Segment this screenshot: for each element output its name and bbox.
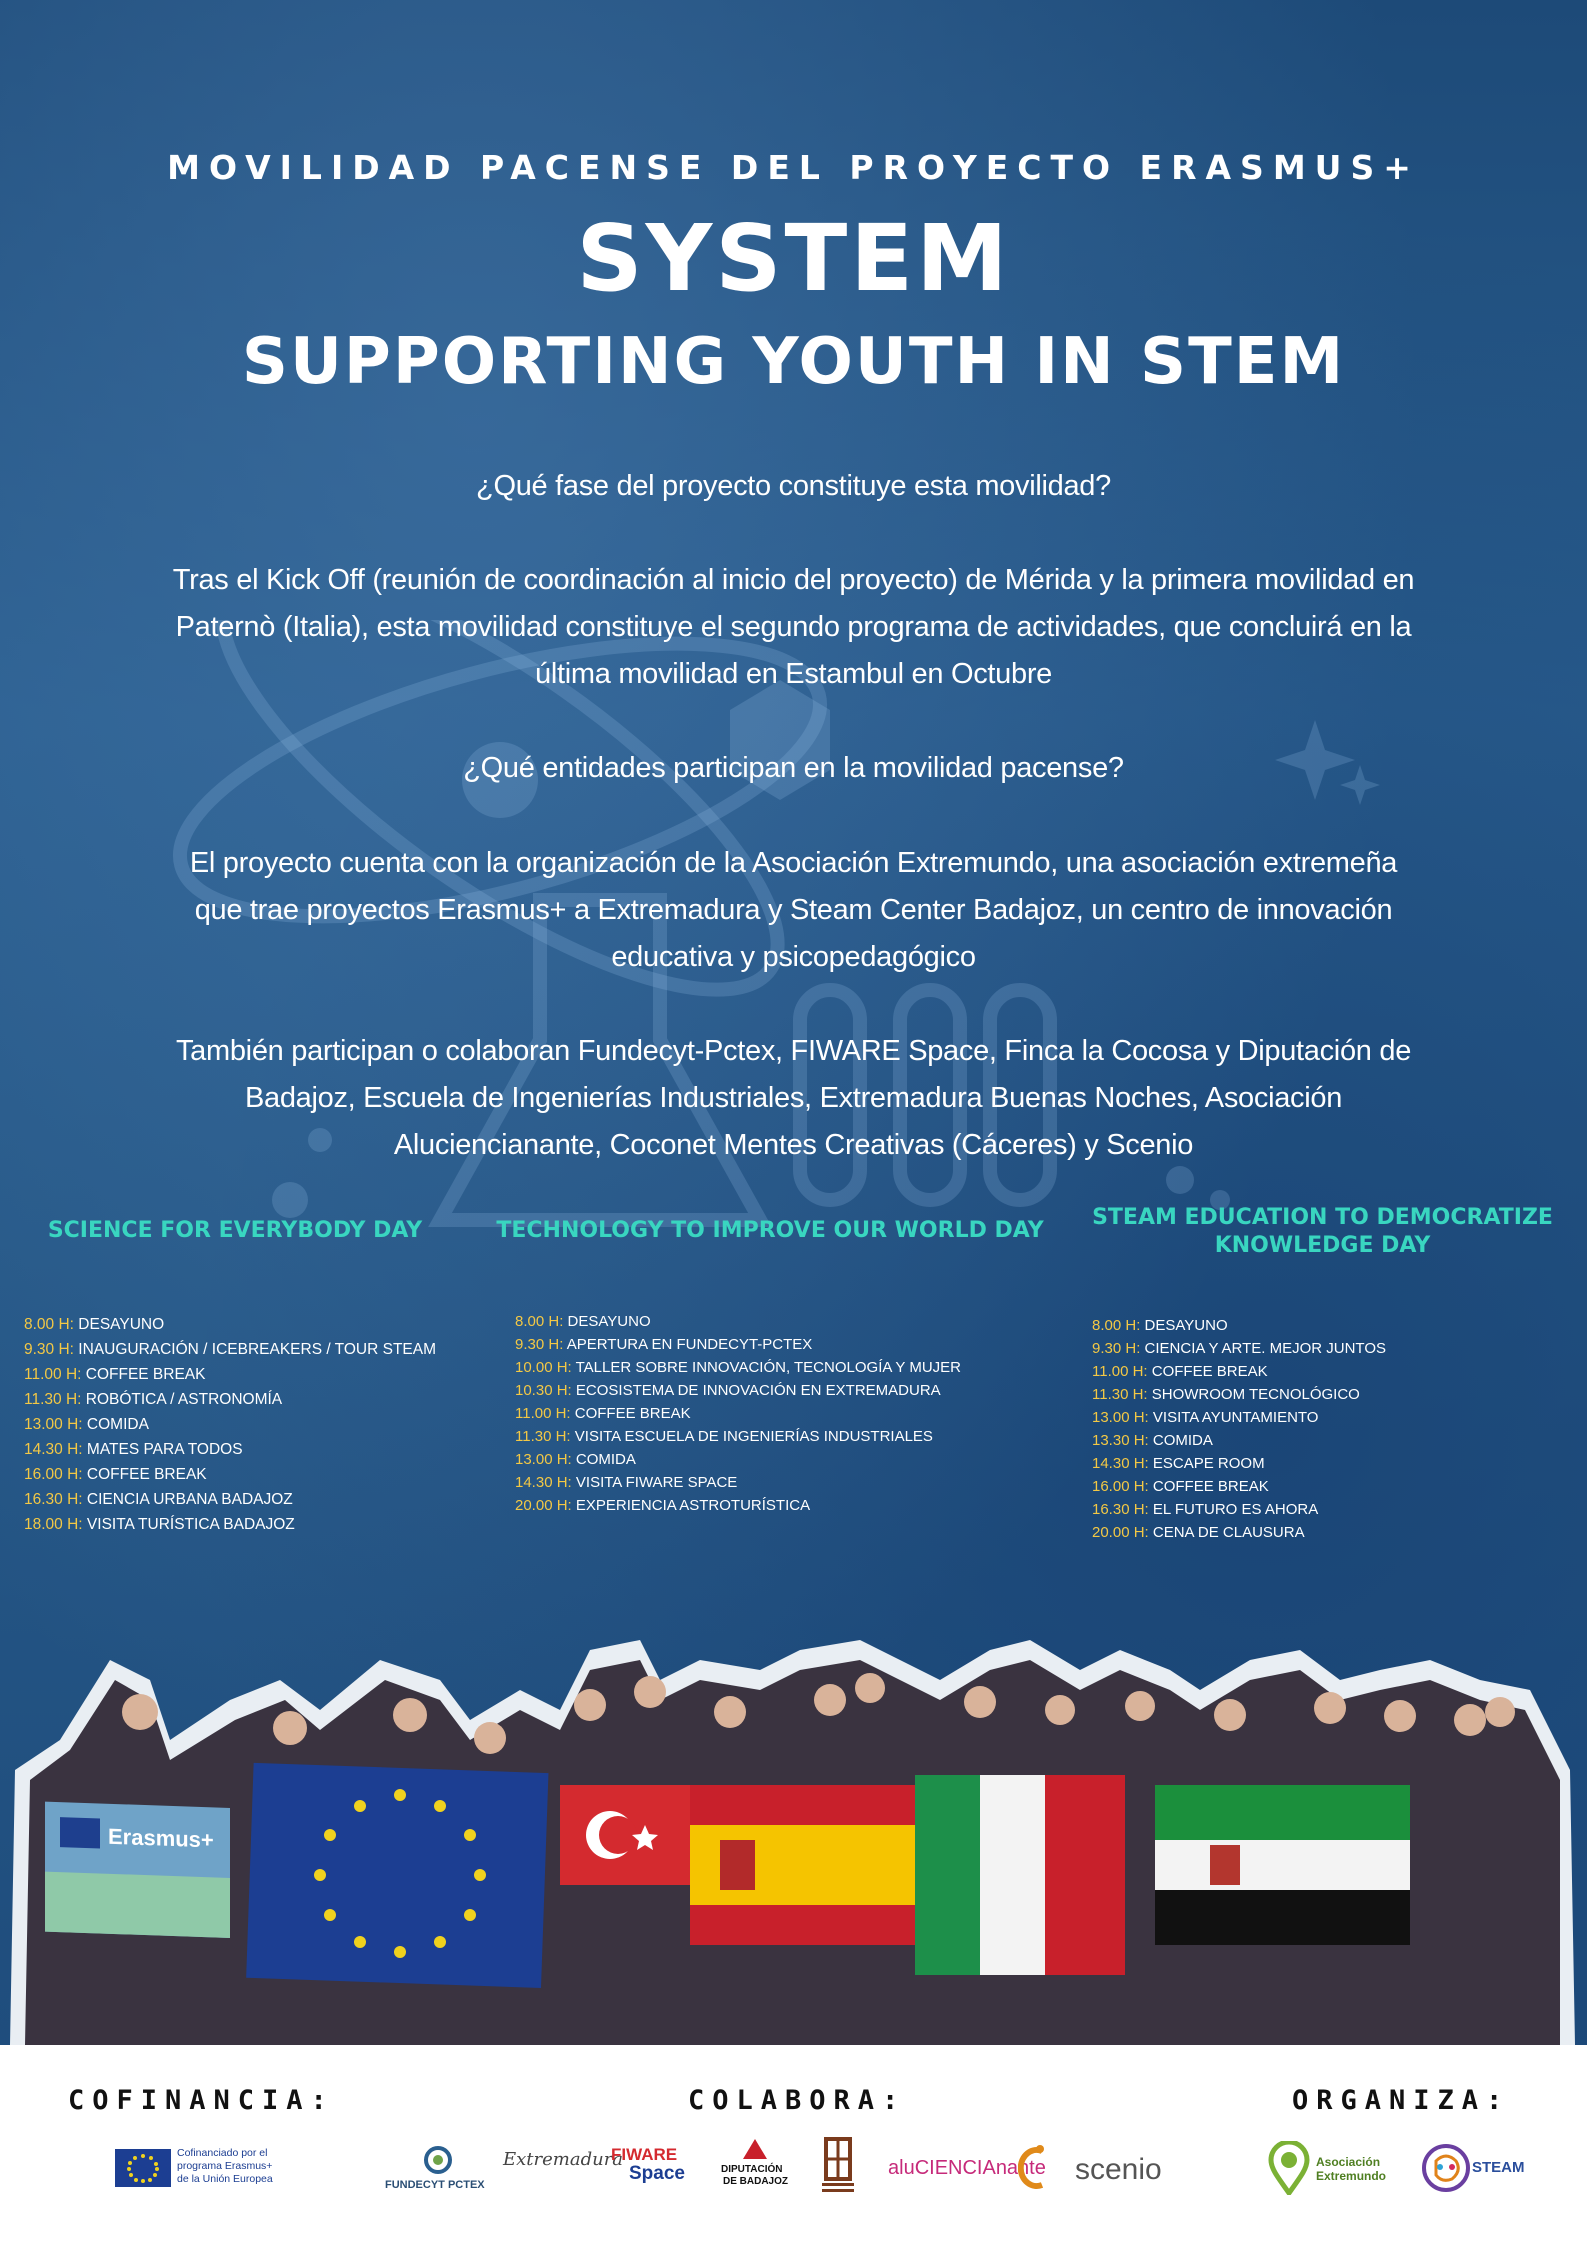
erasmus-flag-text: Erasmus+: [108, 1823, 214, 1853]
bubble-1: [272, 1182, 308, 1218]
schedule-item: 16.30 H: CIENCIA URBANA BADAJOZ: [24, 1491, 293, 1508]
extremundo-logo: [1268, 2141, 1398, 2197]
steam-text: STEAM: [1472, 2159, 1525, 2176]
bubble-3: [1166, 1166, 1194, 1194]
question-phase: ¿Qué fase del proyecto constituye esta movilidad?: [476, 470, 1111, 502]
kicker-heading: MOVILIDAD PACENSE DEL PROYECTO ERASMUS+: [167, 148, 1420, 187]
diputacion-crest-icon: [741, 2137, 769, 2161]
diputacion-logo: [715, 2137, 795, 2197]
schedule-item: 11.30 H: ROBÓTICA / ASTRONOMÍA: [24, 1391, 283, 1408]
schedule-item: 10.30 H: ECOSISTEMA DE INNOVACIÓN EN EXTREMADURA: [515, 1382, 941, 1399]
footer: [0, 2045, 1587, 2245]
schedule-item: 11.00 H: COFFEE BREAK: [1092, 1363, 1268, 1380]
steam-center-logo: [1422, 2141, 1532, 2197]
schedule-item: 16.00 H: COFFEE BREAK: [1092, 1478, 1269, 1495]
brain-icon: [1422, 2143, 1470, 2193]
eu-text-line2: programa Erasmus+: [177, 2160, 273, 2172]
organiza-label: ORGANIZA:: [1292, 2085, 1511, 2116]
fundecyt-text: FUNDECYT PCTEX: [385, 2179, 485, 2191]
schedule-item: 8.00 H: DESAYUNO: [515, 1313, 651, 1330]
spain-flag: [690, 1785, 915, 1945]
aluciencianante-logo: aluCIENCIAnante: [888, 2157, 1046, 2179]
extremundo-text-2: Extremundo: [1316, 2169, 1387, 2183]
day2-schedule: [515, 1310, 961, 1517]
answer-phase: Tras el Kick Off (reunión de coordinación al inicio del proyecto) de Mérida y la primera movilidad en Paternò (Italia), esta movilidad constituye el segundo programa de actividades, que concluirá en la última movilidad en Estambul en Octubre: [172, 564, 1415, 690]
day3-heading-line1: STEAM EDUCATION TO DEMOCRATIZE: [1092, 1205, 1553, 1230]
fiware-logo: [605, 2145, 685, 2190]
collaborators-text: También participan o colaboran Fundecyt-Pctex, FIWARE Space, Finca la Cocosa y Diputación de Badajoz, Escuela de Ingenierías Industriales, Extremadura Buenas Noches, Asociación Aluciencianante, Coconet Mentes Creativas (Cáceres) y Scenio: [175, 1035, 1412, 1161]
schedule-item: 11.00 H: COFFEE BREAK: [24, 1366, 206, 1383]
engineering-school-logo: [818, 2137, 858, 2195]
fundecyt-logo: [385, 2145, 490, 2195]
answer-entities: El proyecto cuenta con la organización de la Asociación Extremundo, una asociación extremeña que trae proyectos Erasmus+ a Extremadura y Steam Center Badajoz, un centro de innovación educativa y psicopedagógico: [189, 847, 1398, 973]
schedule-item: 13.30 H: COMIDA: [1092, 1432, 1213, 1449]
schedule-item: 20.00 H: CENA DE CLAUSURA: [1092, 1524, 1305, 1541]
diputacion-text-1: DIPUTACIÓN: [721, 2164, 783, 2175]
italy-flag: [915, 1775, 1125, 1975]
schedule-item: 11.30 H: VISITA ESCUELA DE INGENIERÍAS INDUSTRIALES: [515, 1428, 933, 1445]
day1-heading: SCIENCE FOR EVERYBODY DAY: [47, 1218, 423, 1243]
eu-flag: [246, 1763, 548, 1988]
fiware-text: FIWARE: [611, 2145, 678, 2164]
schedule-item: 11.30 H: SHOWROOM TECNOLÓGICO: [1092, 1386, 1360, 1403]
eu-text-line3: de la Unión Europea: [177, 2173, 273, 2185]
schedule-item: 10.00 H: TALLER SOBRE INNOVACIÓN, TECNOLOGÍA Y MUJER: [515, 1359, 961, 1376]
day3-schedule: [1092, 1314, 1386, 1544]
eu-text-line1: Cofinanciado por el: [177, 2147, 268, 2159]
fundecyt-swirl-icon: [423, 2145, 453, 2175]
schedule-item: 14.30 H: MATES PARA TODOS: [24, 1441, 243, 1458]
erasmus-flag: [45, 1802, 230, 1938]
schedule-item: 16.30 H: EL FUTURO ES AHORA: [1092, 1501, 1319, 1518]
schedule-item: 9.30 H: CIENCIA Y ARTE. MEJOR JUNTOS: [1092, 1340, 1386, 1357]
schedule-item: 11.00 H: COFFEE BREAK: [515, 1405, 691, 1422]
group-photo: [0, 1620, 1587, 2045]
extremadura-logo: Extremadura: [503, 2149, 624, 2170]
diputacion-text-2: DE BADAJOZ: [723, 2176, 789, 2187]
fiware-space-text: Space: [629, 2163, 685, 2184]
question-entities: ¿Qué entidades participan en la movilidad pacense?: [463, 752, 1124, 784]
schedule-item: 13.00 H: VISITA AYUNTAMIENTO: [1092, 1409, 1319, 1426]
cofinancia-label: COFINANCIA:: [68, 2085, 335, 2116]
main-title: SYSTEM: [576, 205, 1011, 312]
schedule-item: 14.30 H: VISITA FIWARE SPACE: [515, 1474, 738, 1491]
schedule-item: 8.00 H: DESAYUNO: [1092, 1317, 1228, 1334]
day3-heading-line2: KNOWLEDGE DAY: [1214, 1233, 1431, 1258]
coconet-logo: [1018, 2143, 1052, 2193]
extremadura-flag: [1155, 1785, 1410, 1945]
schedule-item: 13.00 H: COMIDA: [515, 1451, 636, 1468]
schedule-item: 8.00 H: DESAYUNO: [24, 1316, 165, 1333]
subtitle: SUPPORTING YOUTH IN STEM: [241, 325, 1346, 399]
schedule-item: 13.00 H: COMIDA: [24, 1416, 149, 1433]
schedule-item: 20.00 H: EXPERIENCIA ASTROTURÍSTICA: [515, 1497, 811, 1514]
schedule-item: 16.00 H: COFFEE BREAK: [24, 1466, 207, 1483]
day1-schedule: [24, 1312, 436, 1537]
extremundo-text-1: Asociación: [1316, 2155, 1381, 2169]
schedule-item: 9.30 H: INAUGURACIÓN / ICEBREAKERS / TOUR STEAM: [24, 1341, 437, 1358]
schedule-item: 9.30 H: APERTURA EN FUNDECYT-PCTEX: [515, 1336, 813, 1353]
turkey-flag: [560, 1785, 695, 1885]
colabora-label: COLABORA:: [688, 2085, 907, 2116]
location-pin-icon: [1268, 2141, 1310, 2195]
day3-heading: [1075, 1204, 1570, 1260]
scenio-logo: scenio: [1075, 2153, 1162, 2186]
eu-flag-icon: [115, 2149, 171, 2187]
day2-heading: TECHNOLOGY TO IMPROVE OUR WORLD DAY: [496, 1218, 1044, 1243]
eu-cofunding-logo: [115, 2147, 315, 2192]
schedule-item: 14.30 H: ESCAPE ROOM: [1092, 1455, 1265, 1472]
schedule-item: 18.00 H: VISITA TURÍSTICA BADAJOZ: [24, 1516, 295, 1533]
